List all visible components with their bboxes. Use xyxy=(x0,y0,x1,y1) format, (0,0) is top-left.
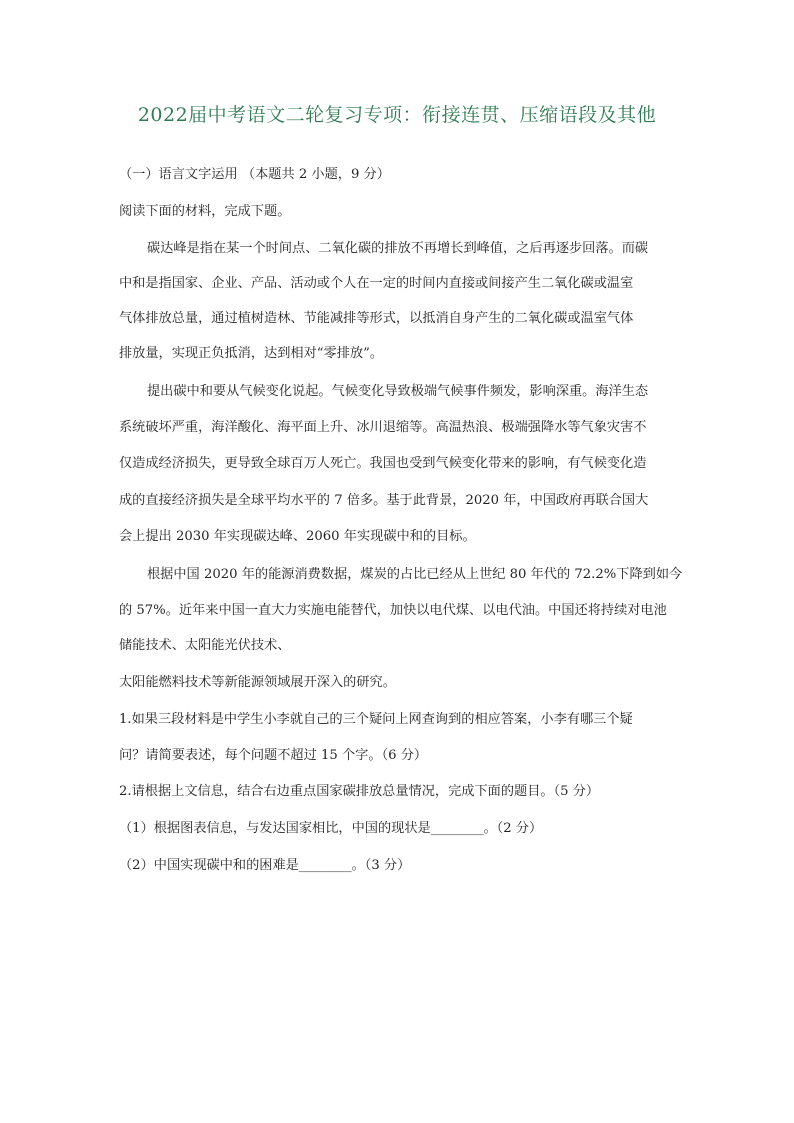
paragraph2-line: 仅造成经济损失，更导致全球百万人死亡。我国也受到气候变化带来的影响，有气候变化造 xyxy=(119,456,647,471)
question2-sub1: （1）根据图表信息，与发达国家相比，中国的现状是________。（2 分） xyxy=(119,821,543,836)
paragraph3-line: 太阳能燃料技术等新能源领域展开深入的研究。 xyxy=(119,675,396,690)
paragraph2-line: 会上提出 2030 年实现碳达峰、2060 年实现碳中和的目标。 xyxy=(119,529,476,544)
question1-line: 问？请简要表述，每个问题不超过 15 个字。（6 分） xyxy=(119,748,428,763)
page-title: 2022届中考语文二轮复习专项：衔接连贯、压缩语段及其他 xyxy=(137,104,657,126)
question2-text: 2.请根据上文信息，结合右边重点国家碳排放总量情况，完成下面的题目。（5 分） xyxy=(119,784,600,799)
reading-instruction: 阅读下面的材料，完成下题。 xyxy=(119,204,291,219)
paragraph1-line: 碳达峰是指在某一个时间点、二氧化碳的排放不再增长到峰值，之后再逐步回落。而碳 xyxy=(147,241,649,256)
section-heading: （一）语言文字运用 （本题共 2 小题，9 分） xyxy=(119,167,390,182)
paragraph2-line: 系统破坏严重，海洋酸化、海平面上升、冰川退缩等。高温热浪、极端强降水等气象灾害不 xyxy=(119,420,647,435)
paragraph3-line: 的 57%。近年来中国一直大力实施电能替代，加快以电代煤、以电代油。中国还将持续对电池 xyxy=(119,603,667,618)
question1-line: 1.如果三段材料是中学生小李就自己的三个疑问上网查询到的相应答案，小李有哪三个疑 xyxy=(119,712,633,727)
question2-sub2: （2）中国实现碳中和的困难是________。（3 分） xyxy=(119,858,411,873)
paragraph1-line: 排放量，实现正负抵消，达到相对“零排放”。 xyxy=(119,346,384,361)
paragraph2-line: 提出碳中和要从气候变化说起。气候变化导致极端气候事件频发，影响深重。海洋生态 xyxy=(147,384,649,399)
paragraph3-line: 根据中国 2020 年的能源消费数据，煤炭的占比已经从上世纪 80 年代的 72.2%下降到如今 xyxy=(147,567,683,582)
paragraph1-line: 气体排放总量，通过植树造林、节能减排等形式，以抵消自身产生的二氧化碳或温室气体 xyxy=(119,311,634,326)
paragraph1-line: 中和是指国家、企业、产品、活动或个人在一定的时间内直接或间接产生二氧化碳或温室 xyxy=(119,276,634,291)
paragraph2-line: 成的直接经济损失是全球平均水平的 7 倍多。基于此背景，2020 年，中国政府再联合国大 xyxy=(119,493,649,508)
paragraph3-line: 储能技术、太阳能光伏技术、 xyxy=(119,638,291,653)
